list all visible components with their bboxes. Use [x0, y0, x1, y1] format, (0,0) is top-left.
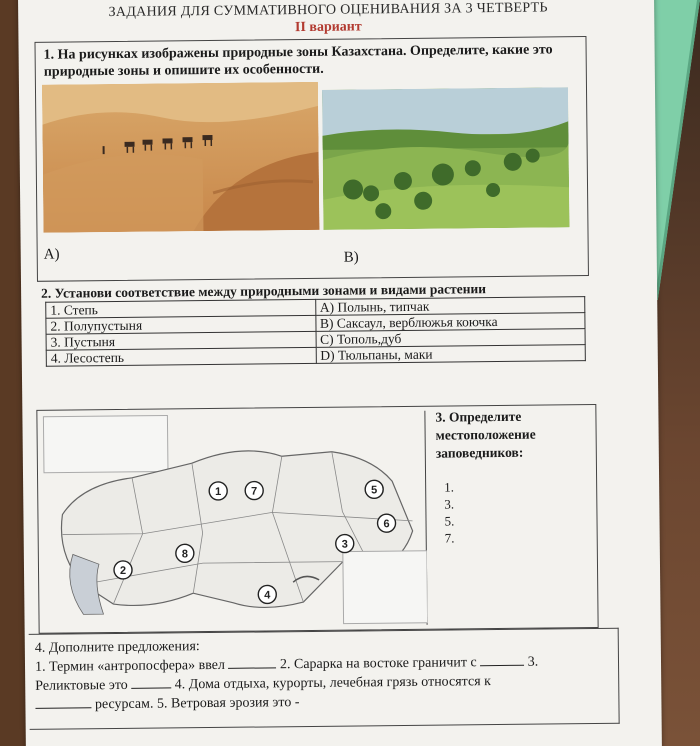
- list-item: 3.: [444, 496, 455, 512]
- zone-cell: 2. Полупустыня: [46, 315, 316, 334]
- sentence-5: 5. Ветровая эрозия это -: [156, 695, 300, 712]
- task4-title: 4. Дополните предложения:: [34, 639, 200, 656]
- page-title: ЗАДАНИЯ ДЛЯ СУММАТИВНОГО ОЦЕНИВАНИЯ ЗА 3 ЧЕТВЕРТЬ: [108, 0, 548, 21]
- reserve-marker-4: [258, 585, 276, 603]
- svg-text:7: 7: [251, 485, 258, 498]
- svg-text:5: 5: [371, 484, 378, 497]
- label-a: A): [43, 246, 60, 263]
- reserve-marker-6: [377, 514, 395, 532]
- blank-3[interactable]: [131, 676, 171, 688]
- task1-text: 1. На рисунках изображены природные зоны Казахстана. Определите, какие это природные зоны и опишите их особенности.: [43, 42, 553, 80]
- sentence-4: 4. Дома отдыха, курорты, лечебная грязь относятся к: [174, 674, 491, 693]
- task4-text: [35, 633, 616, 715]
- sentence-3-number: 3.: [527, 654, 539, 670]
- svg-text:6: 6: [383, 518, 390, 531]
- reserve-marker-3: [336, 535, 354, 553]
- plants-cell: D) Тюльпаны, маки: [316, 345, 586, 364]
- desert-photo: [42, 82, 320, 233]
- zone-cell: 1. Степь: [46, 299, 316, 318]
- reserve-marker-8: [176, 544, 194, 562]
- zone-cell: 3. Пустыня: [46, 331, 316, 350]
- svg-text:2: 2: [119, 564, 127, 577]
- reserve-answer-list: [444, 478, 525, 547]
- task3-text: 3. Определите местоположение заповедников:: [435, 408, 536, 461]
- task2-title: 2. Установи соответствие между природными зонами и видами растении: [41, 281, 487, 301]
- worksheet: [18, 0, 662, 746]
- list-item: 1.: [444, 479, 454, 495]
- task4-box: [29, 628, 620, 730]
- svg-text:8: 8: [181, 548, 188, 561]
- list-item: 7.: [444, 530, 455, 546]
- svg-text:4: 4: [264, 589, 271, 602]
- sentence-1: 1. Термин «антропосфера» ввел: [34, 657, 226, 675]
- reserve-marker-2: [114, 561, 132, 579]
- reserve-marker-5: [365, 480, 383, 498]
- sentence-2: 2. Сарарка на востоке граничит с: [279, 655, 477, 673]
- blank-1[interactable]: [228, 656, 276, 669]
- sentence-4-end: ресурсам.: [94, 696, 154, 713]
- blank-4[interactable]: [35, 696, 91, 709]
- plants-cell: A) Полынь, типчак: [315, 297, 585, 316]
- forest-steppe-photo: [322, 87, 569, 230]
- kazakhstan-map: [41, 411, 427, 629]
- task3-box: [36, 404, 598, 634]
- plants-cell: C) Тополь,дуб: [316, 329, 586, 348]
- sentence-3: Реликтовые это: [35, 677, 128, 694]
- blank-2[interactable]: [480, 654, 524, 666]
- label-b: B): [343, 249, 359, 266]
- variant-label: II вариант: [294, 19, 362, 36]
- list-item: 5.: [444, 513, 455, 529]
- matching-table: [45, 296, 586, 367]
- reserve-marker-7: [245, 481, 263, 499]
- reserve-marker-1: [209, 482, 227, 500]
- zone-cell: 4. Лесостепь: [46, 347, 316, 366]
- svg-text:3: 3: [341, 538, 348, 551]
- task1-box: [34, 36, 588, 282]
- svg-text:1: 1: [215, 485, 222, 498]
- plants-cell: B) Саксаул, верблюжья коючка: [315, 313, 585, 332]
